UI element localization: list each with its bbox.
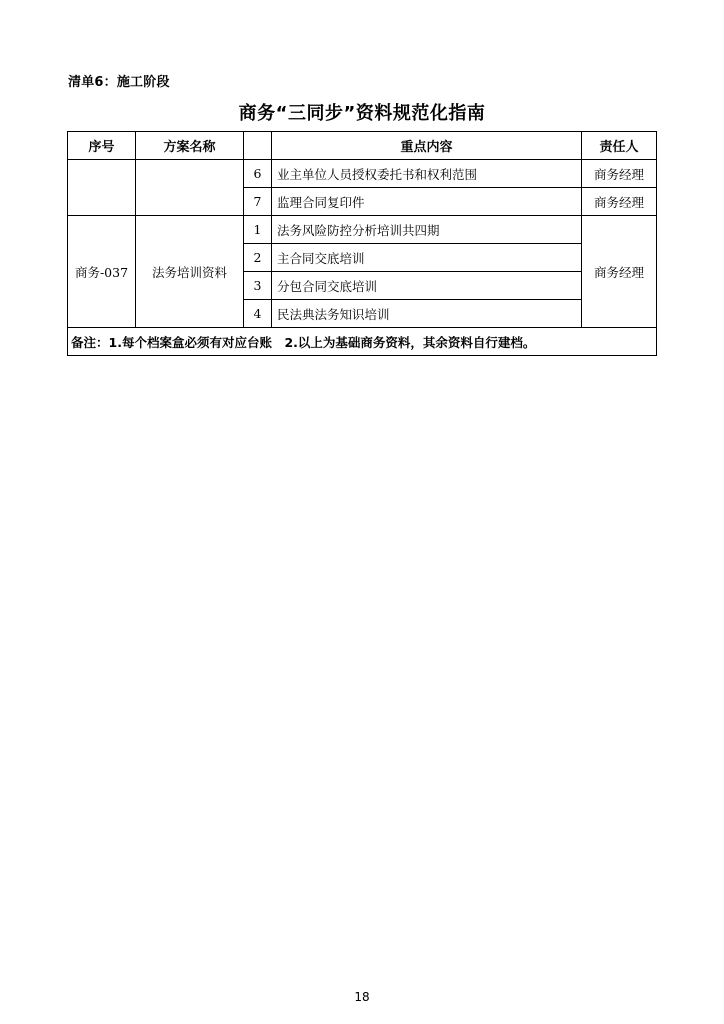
header-plan-name: 方案名称 (136, 132, 244, 160)
table-row (68, 216, 657, 244)
table-row (68, 160, 657, 188)
header-key-content: 重点内容 (272, 132, 582, 160)
header-responsible: 责任人 (582, 132, 657, 160)
group-a-plan-cell (136, 160, 244, 216)
item-content: 分包合同交底培训 (272, 272, 582, 300)
item-number: 2 (244, 244, 272, 272)
group-b-plan-cell: 法务培训资料 (136, 216, 244, 328)
item-responsible: 商务经理 (582, 160, 657, 188)
group-b-responsible-cell: 商务经理 (582, 216, 657, 328)
table-note: 备注：1.每个档案盒必须有对应台账 2.以上为基础商务资料，其余资料自行建档。 (68, 328, 657, 356)
item-content: 民法典法务知识培训 (272, 300, 582, 328)
item-content: 主合同交底培训 (272, 244, 582, 272)
header-seq: 序号 (68, 132, 136, 160)
header-blank (244, 132, 272, 160)
item-content: 业主单位人员授权委托书和权利范围 (272, 160, 582, 188)
group-a-seq-cell (68, 160, 136, 216)
item-number: 3 (244, 272, 272, 300)
item-content: 法务风险防控分析培训共四期 (272, 216, 582, 244)
guide-table (67, 131, 657, 356)
section-label: 清单6：施工阶段 (68, 75, 170, 90)
item-number: 6 (244, 160, 272, 188)
group-b-seq-cell: 商务-037 (68, 216, 136, 328)
item-responsible: 商务经理 (582, 188, 657, 216)
document-title: 商务“三同步”资料规范化指南 (238, 103, 486, 124)
item-number: 4 (244, 300, 272, 328)
note-row (68, 328, 657, 356)
table-header-row (68, 132, 657, 160)
item-number: 1 (244, 216, 272, 244)
item-number: 7 (244, 188, 272, 216)
page-number: 18 (354, 990, 370, 1004)
item-content: 监理合同复印件 (272, 188, 582, 216)
